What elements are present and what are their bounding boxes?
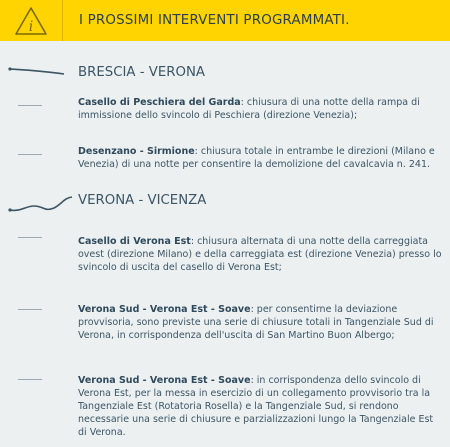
route-heading-brescia-verona: BRESCIA - VERONA xyxy=(78,65,206,80)
list-item xyxy=(78,145,442,171)
entry-text: : per consentirne la deviazione provvisoria, sono previste una serie di chiusure totali in Tangenziale Sud di Verona, in corrispondenza dell'uscita di San Martino Buon Albergo; xyxy=(78,304,434,341)
entry-dash xyxy=(18,154,42,155)
entry-place: Casello di Peschiera del Garda xyxy=(78,97,241,108)
svg-text:i: i xyxy=(28,18,34,35)
entry-place: Desenzano - Sirmione xyxy=(78,146,195,157)
route-line-icon xyxy=(8,63,68,79)
entry-place: Verona Sud - Verona Est - Soave xyxy=(78,304,251,315)
entry-text: : in corrispondenza dello svincolo di Verona Est, per la messa in esercizio di un collegamento provvisorio tra la Tangenziale Est (Rotatoria Rosella) e la Tangenziale Sud, si rendono necessarie una serie di chiusure e parzializzazioni lungo la Tangenziale Est di Verona. xyxy=(78,375,434,438)
entry-place: Verona Sud - Verona Est - Soave xyxy=(78,375,251,386)
entry-text: : chiusura totale in entrambe le direzioni (Milano e Venezia) di una notte per consentire la demolizione del cavalcavia n. 241. xyxy=(78,146,435,170)
entry-text: : chiusura di una notte della rampa di immissione dello svincolo di Peschiera (direzione Venezia); xyxy=(78,97,420,121)
info-warning-icon xyxy=(14,6,48,36)
entry-dash xyxy=(18,237,42,238)
entry-dash xyxy=(18,379,42,380)
entry-place: Casello di Verona Est xyxy=(78,236,191,247)
list-item xyxy=(78,96,442,122)
announcement-header xyxy=(0,0,450,41)
route-heading-verona-vicenza: VERONA - VICENZA xyxy=(78,193,207,208)
route-curve-icon xyxy=(8,194,74,216)
list-item xyxy=(78,303,442,342)
page-title: I PROSSIMI INTERVENTI PROGRAMMATI. xyxy=(79,13,350,28)
entry-dash xyxy=(18,309,42,310)
list-item xyxy=(78,235,442,274)
info-icon-box xyxy=(0,0,63,41)
list-item xyxy=(78,374,442,439)
entry-text: : chiusura alternata di una notte della carreggiata ovest (direzione Milano) e della carreggiata est (direzione Venezia) presso lo svincolo di uscita del casello di Verona Est; xyxy=(78,236,442,273)
entry-dash xyxy=(18,105,42,106)
